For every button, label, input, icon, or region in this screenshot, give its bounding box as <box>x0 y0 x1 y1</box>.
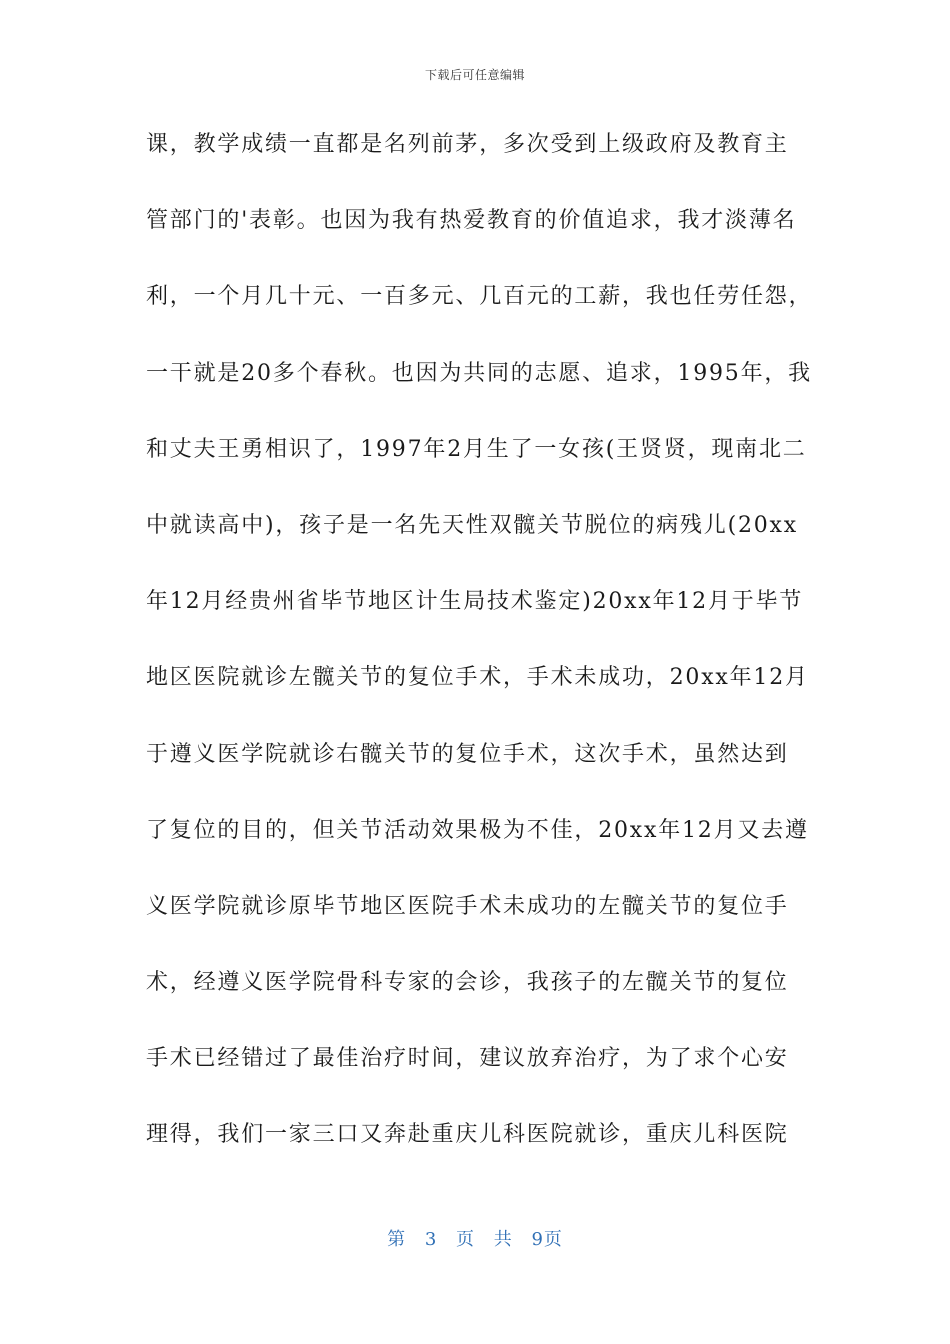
page-footer <box>0 1225 950 1251</box>
document-body <box>146 120 813 1187</box>
text-line: 中就读高中)，孩子是一名先天性双髋关节脱位的病残儿(20xx <box>146 512 798 538</box>
footer-total-pages: 9页 <box>531 1229 563 1250</box>
text-line: 地区医院就诊左髋关节的复位手术，手术未成功，20xx年12月 <box>146 665 809 691</box>
footer-di: 第 <box>387 1229 407 1250</box>
header-note: 下载后可任意编辑 <box>424 68 525 82</box>
text-line: 课，教学成绩一直都是名列前茅，多次受到上级政府及教育主 <box>146 132 789 157</box>
footer-current-page: 3 <box>424 1229 438 1250</box>
text-line: 利，一个月几十元、一百多元、几百元的工薪，我也任劳任怨， <box>146 284 813 310</box>
text-line: 理得，我们一家三口又奔赴重庆儿科医院就诊，重庆儿科医院 <box>146 1122 789 1148</box>
text-line: 管部门的'表彰。也因为我有热爱教育的价值追求，我才淡薄名 <box>146 208 797 234</box>
text-line: 义医学院就诊原毕节地区医院手术未成功的左髋关节的复位手 <box>146 893 789 919</box>
text-line: 手术已经错过了最佳治疗时间，建议放弃治疗，为了求个心安 <box>146 1046 789 1072</box>
text-line: 了复位的目的，但关节活动效果极为不佳，20xx年12月又去遵 <box>146 817 809 843</box>
text-line: 和丈夫王勇相识了，1997年2月生了一女孩(王贤贤，现南北二 <box>146 436 807 462</box>
footer-ye: 页 <box>456 1229 475 1250</box>
footer-gong: 共 <box>493 1229 513 1250</box>
text-line: 于遵义医学院就诊右髋关节的复位手术，这次手术，虽然达到 <box>146 741 789 767</box>
text-line: 一干就是20多个春秋。也因为共同的志愿、追求，1995年，我 <box>146 360 812 386</box>
text-line: 术，经遵义医学院骨科专家的会诊，我孩子的左髋关节的复位 <box>146 970 789 996</box>
text-line: 年12月经贵州省毕节地区计生局技术鉴定)20xx年12月于毕节 <box>146 589 804 615</box>
